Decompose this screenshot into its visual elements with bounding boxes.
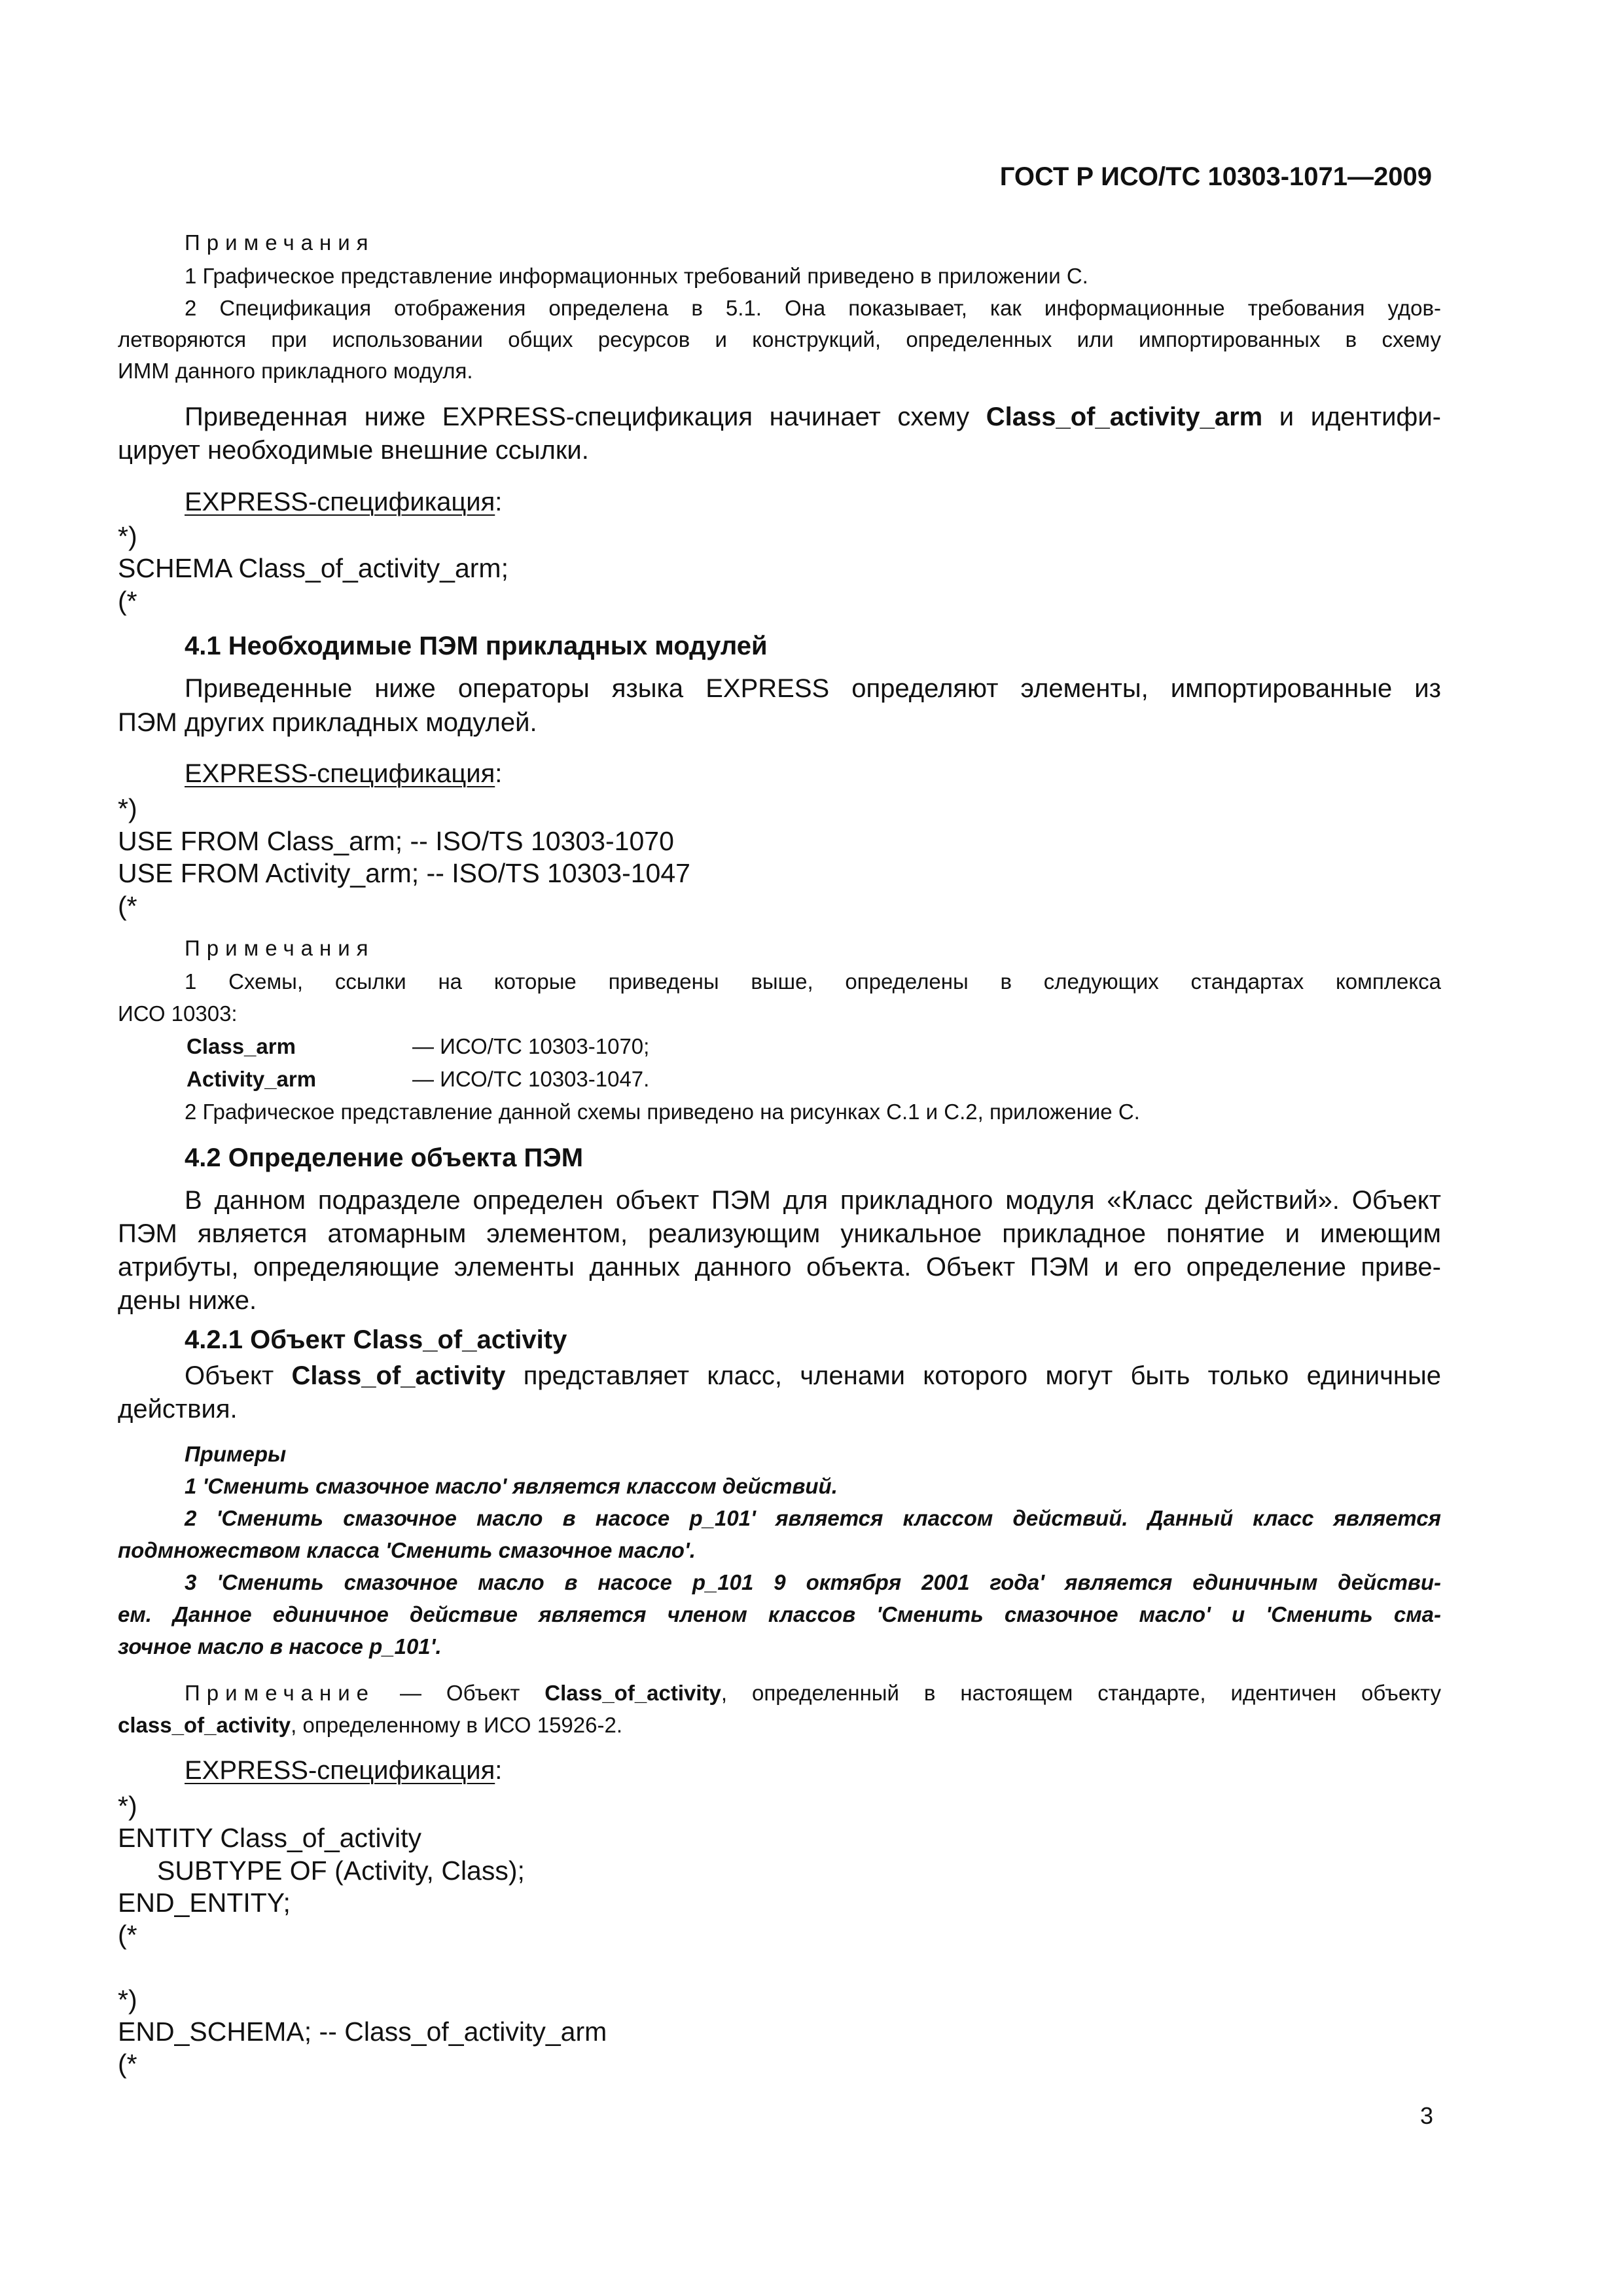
code-close: (* — [118, 1920, 137, 1950]
express-label: EXPRESS-спецификация: — [185, 759, 503, 788]
note-1: 1 Графическое представление информационных требований приведено в приложении С. — [185, 264, 1088, 288]
intro-text-end: и идентифи- — [1262, 403, 1441, 431]
note-2-line-3: ИММ данного прикладного модуля. — [118, 359, 473, 383]
example-3-line-2: ем. Данное единичное действие является членом классов 'Сменить смазочное масло' и 'Сменить сма- — [118, 1602, 1441, 1626]
note-text: , определенный в настоящем стандарте, идентичен объекту — [721, 1681, 1441, 1705]
intro-line-2: цирует необходимые внешние ссылки. — [118, 436, 589, 465]
ref-name: Class_arm — [187, 1034, 296, 1058]
note-2-line-2: летворяются при использовании общих ресурсов и конструкций, определенных или импортированных в схему — [118, 327, 1441, 351]
code-use-class: USE FROM Class_arm; -- ISO/TS 10303-1070 — [118, 826, 674, 856]
body-text: Объект — [185, 1361, 292, 1390]
page-number: 3 — [1420, 2102, 1434, 2129]
section-4-1-heading: 4.1 Необходимые ПЭМ прикладных модулей — [185, 632, 768, 660]
standard-header: ГОСТ Р ИСО/ТС 10303-1071—2009 — [999, 162, 1432, 191]
section-4-2-1-line-1 — [185, 1361, 1441, 1391]
note-1-line-2: ИСО 10303: — [118, 1001, 238, 1026]
express-label: EXPRESS-спецификация: — [185, 1756, 503, 1785]
express-label: EXPRESS-спецификация: — [185, 488, 503, 516]
section-4-2-1-heading: 4.2.1 Объект Class_of_activity — [185, 1325, 567, 1354]
code-end-entity: END_ENTITY; — [118, 1888, 291, 1918]
section-4-2-line-3: атрибуты, определяющие элементы данных данного объекта. Объект ПЭМ и его определение приве- — [118, 1253, 1441, 1282]
section-4-1-line-2: ПЭМ других прикладных модулей. — [118, 708, 537, 737]
code-subtype: SUBTYPE OF (Activity, Class); — [157, 1856, 525, 1886]
code-open: *) — [118, 1984, 137, 2015]
note-text: — Объект — [375, 1681, 545, 1705]
entity-name: Class_of_activity — [291, 1361, 506, 1390]
ref-standard: — ИСО/ТС 10303-1047. — [412, 1067, 650, 1091]
notes-title: Примечания — [185, 230, 375, 255]
section-4-2-line-2: ПЭМ является атомарным элементом, реализующим уникальное прикладное понятие и имеющим — [118, 1219, 1441, 1248]
code-open: *) — [118, 521, 137, 551]
note-2: 2 Графическое представление данной схемы приведено на рисунках С.1 и С.2, приложение С. — [185, 1100, 1140, 1124]
entity-name: Class_of_activity — [544, 1681, 721, 1705]
note-text: , определенному в ИСО 15926-2. — [291, 1713, 622, 1737]
notes-title: Примечания — [185, 936, 375, 960]
note-line-1 — [185, 1681, 1441, 1706]
example-2-line-1: 2 'Сменить смазочное масло в насосе р_101' является классом действий. Данный класс является — [185, 1506, 1441, 1530]
intro-text: Приведенная ниже EXPRESS-спецификация начинает схему — [185, 403, 986, 431]
body-text: представляет класс, членами которого могут быть только единичные — [505, 1361, 1441, 1390]
section-4-2-line-1: В данном подразделе определен объект ПЭМ для прикладного модуля «Класс действий». Объект — [185, 1186, 1441, 1215]
section-4-2-line-4: дены ниже. — [118, 1286, 257, 1315]
example-2-line-2: подмножеством класса 'Сменить смазочное масло'. — [118, 1538, 696, 1562]
code-close: (* — [118, 891, 137, 921]
schema-name: Class_of_activity_arm — [986, 403, 1263, 431]
code-use-activity: USE FROM Activity_arm; -- ISO/TS 10303-1047 — [118, 858, 690, 888]
express-label-text: EXPRESS-спецификация — [185, 759, 495, 788]
entity-name: class_of_activity — [118, 1713, 291, 1737]
note-label: Примечание — [185, 1681, 376, 1705]
code-close: (* — [118, 2049, 137, 2079]
express-label-text: EXPRESS-спецификация — [185, 1756, 495, 1785]
example-3-line-1: 3 'Сменить смазочное масло в насосе р_101 9 октября 2001 года' является единичным действи- — [185, 1570, 1441, 1594]
note-line-2 — [118, 1713, 622, 1738]
express-label-text: EXPRESS-спецификация — [185, 488, 495, 516]
section-4-2-heading: 4.2 Определение объекта ПЭМ — [185, 1143, 584, 1172]
code-open: *) — [118, 1791, 137, 1821]
examples-title: Примеры — [185, 1442, 287, 1466]
example-1: 1 'Сменить смазочное масло' является классом действий. — [185, 1474, 838, 1498]
note-1-line-1: 1 Схемы, ссылки на которые приведены выше, определены в следующих стандартах комплекса — [185, 969, 1441, 994]
code-entity: ENTITY Class_of_activity — [118, 1823, 422, 1853]
ref-standard: — ИСО/ТС 10303-1070; — [412, 1034, 650, 1058]
section-4-1-line-1: Приведенные ниже операторы языка EXPRESS определяют элементы, импортированные из — [185, 674, 1441, 703]
section-4-2-1-line-2: действия. — [118, 1395, 238, 1424]
intro-line-1 — [185, 403, 1441, 432]
code-schema: SCHEMA Class_of_activity_arm; — [118, 553, 508, 583]
ref-name: Activity_arm — [187, 1067, 317, 1091]
example-3-line-3: зочное масло в насосе р_101'. — [118, 1634, 442, 1659]
code-open: *) — [118, 793, 137, 823]
code-end-schema: END_SCHEMA; -- Class_of_activity_arm — [118, 2017, 607, 2047]
code-close: (* — [118, 586, 137, 616]
note-2-line-1: 2 Спецификация отображения определена в 5.1. Она показывает, как информационные требования удов- — [185, 296, 1441, 320]
